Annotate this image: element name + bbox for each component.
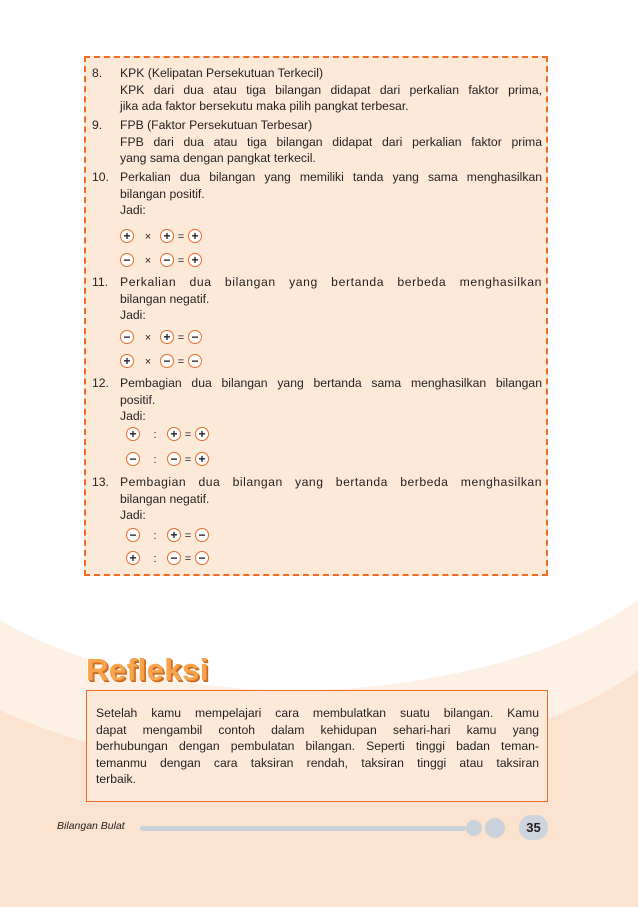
item-number: 10. [92,170,109,184]
plus-sign-icon: + [126,427,140,441]
sign-rule [120,330,220,346]
plus-sign-icon: + [120,229,134,243]
item-number: 9. [92,118,103,132]
divide-operator: : [153,553,157,565]
footer-book-title: Bilangan Bulat [57,820,125,832]
minus-sign-icon: − [167,452,181,466]
sign-rule [126,528,226,544]
times-operator: × [144,332,152,344]
sign-rule [120,354,220,370]
list-item-13 [92,474,542,524]
item-text: Perkalian dua bilangan yang bertanda berbeda menghasilkan [120,275,542,289]
divide-operator: : [153,530,157,542]
minus-sign-icon: − [195,551,209,565]
equals-sign: = [184,429,192,441]
divide-operator: : [153,429,157,441]
minus-sign-icon: − [188,354,202,368]
plus-sign-icon: + [188,253,202,267]
item-number: 12. [92,376,109,390]
plus-sign-icon: + [188,229,202,243]
minus-sign-icon: − [160,354,174,368]
list-item-8 [92,65,542,115]
minus-sign-icon: − [126,528,140,542]
equals-sign: = [184,454,192,466]
minus-sign-icon: − [160,253,174,267]
sign-rule [120,253,220,269]
plus-sign-icon: + [167,528,181,542]
sign-rule [120,229,220,245]
footer-dot-icon [466,820,482,836]
item-text: jika ada faktor bersekutu maka pilih pangkat terbesar. [120,99,409,114]
sign-rule [126,551,226,567]
minus-sign-icon: − [126,452,140,466]
footer-divider [140,826,466,831]
item-text: bilangan positif. [120,186,205,201]
item-text: bilangan negatif. [120,291,210,306]
equals-sign: = [177,255,185,267]
item-number: 8. [92,66,103,80]
section-title: Refleksi [86,652,209,687]
refleksi-line: berhubungan dengan pembulatan bilangan. Seperti tinggi badan teman- [96,739,539,754]
divide-operator: : [153,454,157,466]
equals-sign: = [177,356,185,368]
item-text: Perkalian dua bilangan yang memiliki tanda yang sama menghasilkan [120,170,542,184]
times-operator: × [144,231,152,243]
page-number: 35 [519,815,548,840]
minus-sign-icon: − [188,330,202,344]
item-text: bilangan negatif. [120,491,210,506]
refleksi-line: Setelah kamu mempelajari cara membulatkan suatu bilangan. Kamu [96,706,539,720]
item-text: Jadi: [120,409,146,424]
plus-sign-icon: + [160,229,174,243]
plus-sign-icon: + [126,551,140,565]
minus-sign-icon: − [120,253,134,267]
list-item-9 [92,117,542,167]
refleksi-line: dapat mengambil contoh dalam kehidupan sehari-hari kamu yang [96,722,539,737]
times-operator: × [144,255,152,267]
sign-rule [126,427,226,443]
refleksi-text [96,705,539,788]
item-text: FPB dari dua atau tiga bilangan didapat dari perkalian faktor prima [120,134,542,149]
item-text: positif. [120,392,156,407]
plus-sign-icon: + [120,354,134,368]
item-text: KPK dari dua atau tiga bilangan didapat dari perkalian faktor prima, [120,82,542,97]
list-item-11 [92,274,542,324]
equals-sign: = [184,530,192,542]
item-text: Jadi: [120,508,146,523]
item-heading: KPK (Kelipatan Persekutuan Terkecil) [120,66,324,80]
footer-dot-icon [485,818,505,838]
plus-sign-icon: + [195,452,209,466]
item-text: Jadi: [120,203,146,218]
minus-sign-icon: − [120,330,134,344]
refleksi-line: temanmu dengan cara taksiran rendah, taksiran tinggi atau taksiran [96,755,539,770]
item-heading: FPB (Faktor Persekutuan Terbesar) [120,118,313,132]
list-item-12 [92,375,542,425]
times-operator: × [144,356,152,368]
item-text: Jadi: [120,308,146,323]
equals-sign: = [177,332,185,344]
item-text: Pembagian dua bilangan yang bertanda berbeda menghasilkan [120,475,542,489]
plus-sign-icon: + [160,330,174,344]
plus-sign-icon: + [167,427,181,441]
list-item-10 [92,169,542,219]
item-text: Pembagian dua bilangan yang bertanda sama menghasilkan bilangan [120,376,542,390]
refleksi-line: terbaik. [96,772,136,787]
minus-sign-icon: − [195,528,209,542]
minus-sign-icon: − [167,551,181,565]
equals-sign: = [177,231,185,243]
equals-sign: = [184,553,192,565]
sign-rule [126,452,226,468]
plus-sign-icon: + [195,427,209,441]
item-text: yang sama dengan pangkat terkecil. [120,151,316,166]
item-number: 13. [92,475,109,489]
item-number: 11. [92,275,109,289]
